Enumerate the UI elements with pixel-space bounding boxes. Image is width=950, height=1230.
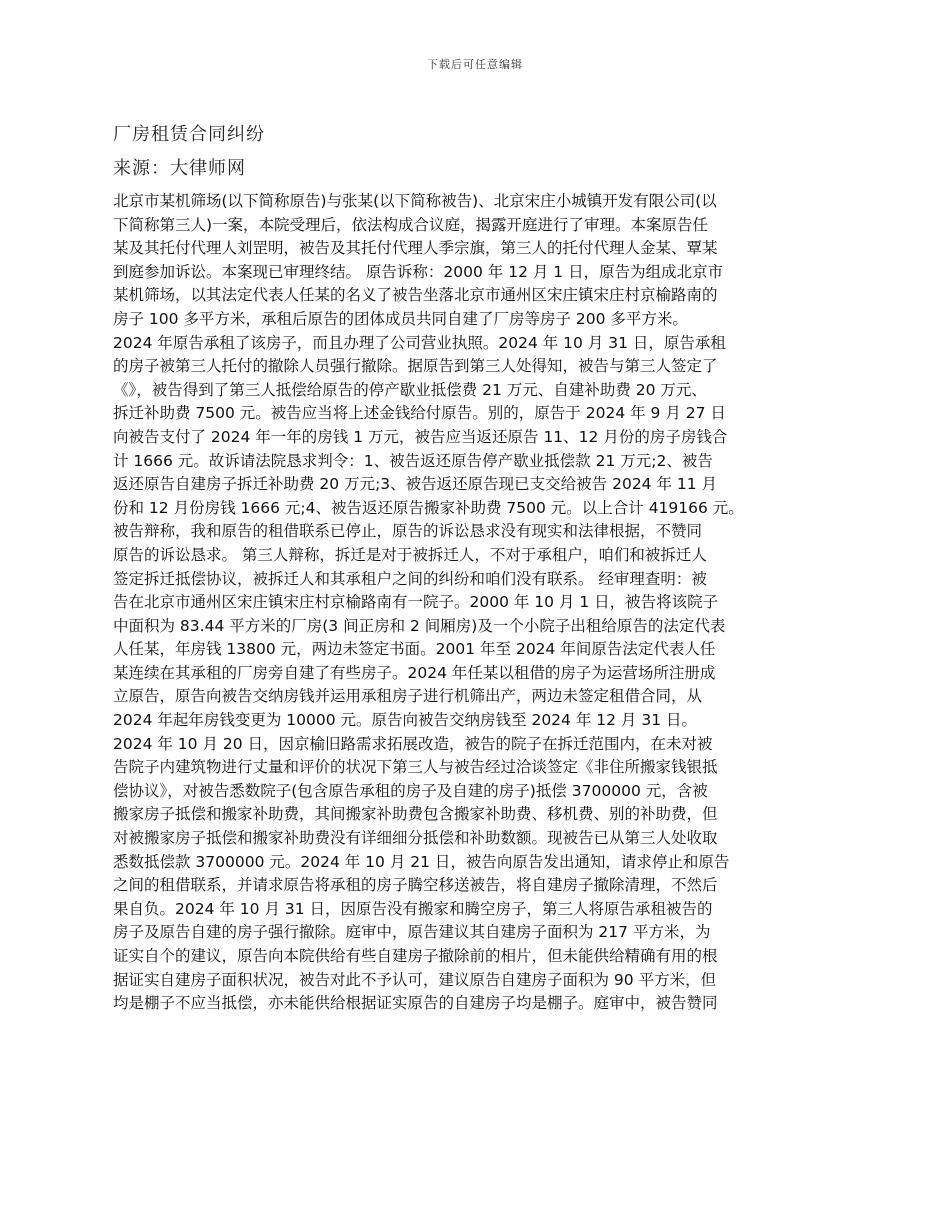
body-line: 中面积为 83.44 平方米的厂房(3 间正房和 2 间厢房)及一个小院子出租给原告的法定代表 <box>113 616 726 635</box>
body-line: 下简称第三人)一案，本院受理后，依法构成合议庭，揭露开庭进行了审理。本案原告任 <box>113 215 709 234</box>
body-line: 告院子内建筑物进行丈量和评价的状况下第三人与被告经过洽谈签定《非住所搬家钱银抵 <box>113 758 718 777</box>
page-header-note: 下载后可任意编辑 <box>427 58 523 71</box>
body-line: 2024 年起年房钱变更为 10000 元。原告向被告交纳房钱至 2024 年 12 月 31 日。 <box>113 711 697 730</box>
body-line: 某机筛场，以其法定代表人任某的名义了被告坐落北京市通州区宋庄镇宋庄村京榆路南的 <box>113 286 718 305</box>
body-line: 搬家房子抵偿和搬家补助费，其间搬家补助费包含搬家补助费、移机费、别的补助费，但 <box>113 805 718 824</box>
body-line: 被告辩称，我和原告的租借联系已停止，原告的诉讼恳求没有现实和法律根据，不赞同 <box>113 522 703 541</box>
body-line: 拆迁补助费 7500 元。被告应当将上述金钱给付原告。别的，原告于 2024 年 9 月 27 日 <box>113 404 726 423</box>
body-line: 某及其托付代理人刘罡明，被告及其托付代理人季宗旗，第三人的托付代理人金某、覃某 <box>113 239 718 258</box>
body-line: 北京市某机筛场(以下简称原告)与张某(以下简称被告)、北京宋庄小城镇开发有限公司(以 <box>113 192 717 210</box>
document-source: 来源：大律师网 <box>113 158 246 179</box>
body-line: 某连续在其承租的厂房旁自建了有些房子。2024 年任某以租借的房子为运营场所注册成 <box>113 663 716 682</box>
body-line: 告在北京市通州区宋庄镇宋庄村京榆路南有一院子。2000 年 10 月 1 日，被告将该院子 <box>113 593 719 612</box>
body-line: 人任某，年房钱 13800 元，两边未签定书面。2001 年至 2024 年间原告法定代表人任 <box>113 640 716 659</box>
body-line: 计 1666 元。故诉请法院恳求判令：1、被告返还原告停产歇业抵偿款 21 万元;2、被告 <box>113 451 713 470</box>
body-line: 份和 12 月份房钱 1666 元;4、被告返还原告搬家补助费 7500 元。以上合计 419166 元。 <box>113 498 744 517</box>
body-line: 向被告支付了 2024 年一年的房钱 1 万元，被告应当返还原告 11、12 月份的房子房钱合 <box>113 427 728 446</box>
body-line: 偿协议》，对被告悉数院子(包含原告承租的房子及自建的房子)抵偿 3700000 元，含被 <box>113 781 708 800</box>
body-line: 悉数抵偿款 3700000 元。2024 年 10 月 21 日，被告向原告发出通知，请求停止和原告 <box>113 852 730 871</box>
body-line: 对被搬家房子抵偿和搬家补助费没有详细细分抵偿和补助数额。现被告已从第三人处收取 <box>113 829 718 848</box>
body-line: 到庭参加诉讼。本案现已审理终结。 原告诉称：2000 年 12 月 1 日，原告为组成北京市 <box>113 262 724 281</box>
body-line: 2024 年 10 月 20 日，因京榆旧路需求拓展改造，被告的院子在拆迁范围内，在未对被 <box>113 734 713 753</box>
body-line: 均是棚子不应当抵偿，亦未能供给根据证实原告的自建房子均是棚子。庭审中，被告赞同 <box>113 994 718 1013</box>
body-line: 《》，被告得到了第三人抵偿给原告的停产歇业抵偿费 21 万元、自建补助费 20 万元、 <box>113 380 707 399</box>
body-line: 房子及原告自建的房子强行撤除。庭审中，原告建议其自建房子面积为 217 平方米，为 <box>113 923 711 942</box>
body-line: 果自负。2024 年 10 月 31 日，因原告没有搬家和腾空房子，第三人将原告承租被告的 <box>113 899 713 918</box>
body-line: 房子 100 多平方米，承租后原告的团体成员共同自建了厂房等房子 200 多平方米。 <box>113 309 688 328</box>
body-line: 立原告，原告向被告交纳房钱并运用承租房子进行机筛出产，两边未签定租借合同，从 <box>113 687 703 706</box>
body-line: 的房子被第三人托付的撤除人员强行撤除。据原告到第三人处得知，被告与第三人签定了 <box>113 357 718 376</box>
document-body <box>113 190 853 1016</box>
body-line: 之间的租借联系，并请求原告将承租的房子腾空移送被告，将自建房子撤除清理，不然后 <box>113 876 718 895</box>
body-line: 2024 年原告承租了该房子，而且办理了公司营业执照。2024 年 10 月 31 日，原告承租 <box>113 333 726 352</box>
body-line: 证实自个的建议，原告向本院供给有些自建房子撤除前的相片，但未能供给精确有用的根 <box>113 947 718 965</box>
body-line: 原告的诉讼恳求。 第三人辩称，拆迁是对于被拆迁人，不对于承租户，咱们和被拆迁人 <box>113 545 707 564</box>
body-line: 返还原告自建房子拆迁补助费 20 万元;3、被告返还原告现已支交给被告 2024 年 11 月 <box>113 475 718 494</box>
document-title: 厂房租赁合同纠纷 <box>113 124 265 145</box>
body-line: 签定拆迁抵偿协议，被拆迁人和其承租户之间的纠纷和咱们没有联系。 经审理查明：被 <box>113 569 707 588</box>
body-line: 据证实自建房子面积状况，被告对此不予认可，建议原告自建房子面积为 90 平方米，但 <box>113 970 717 989</box>
